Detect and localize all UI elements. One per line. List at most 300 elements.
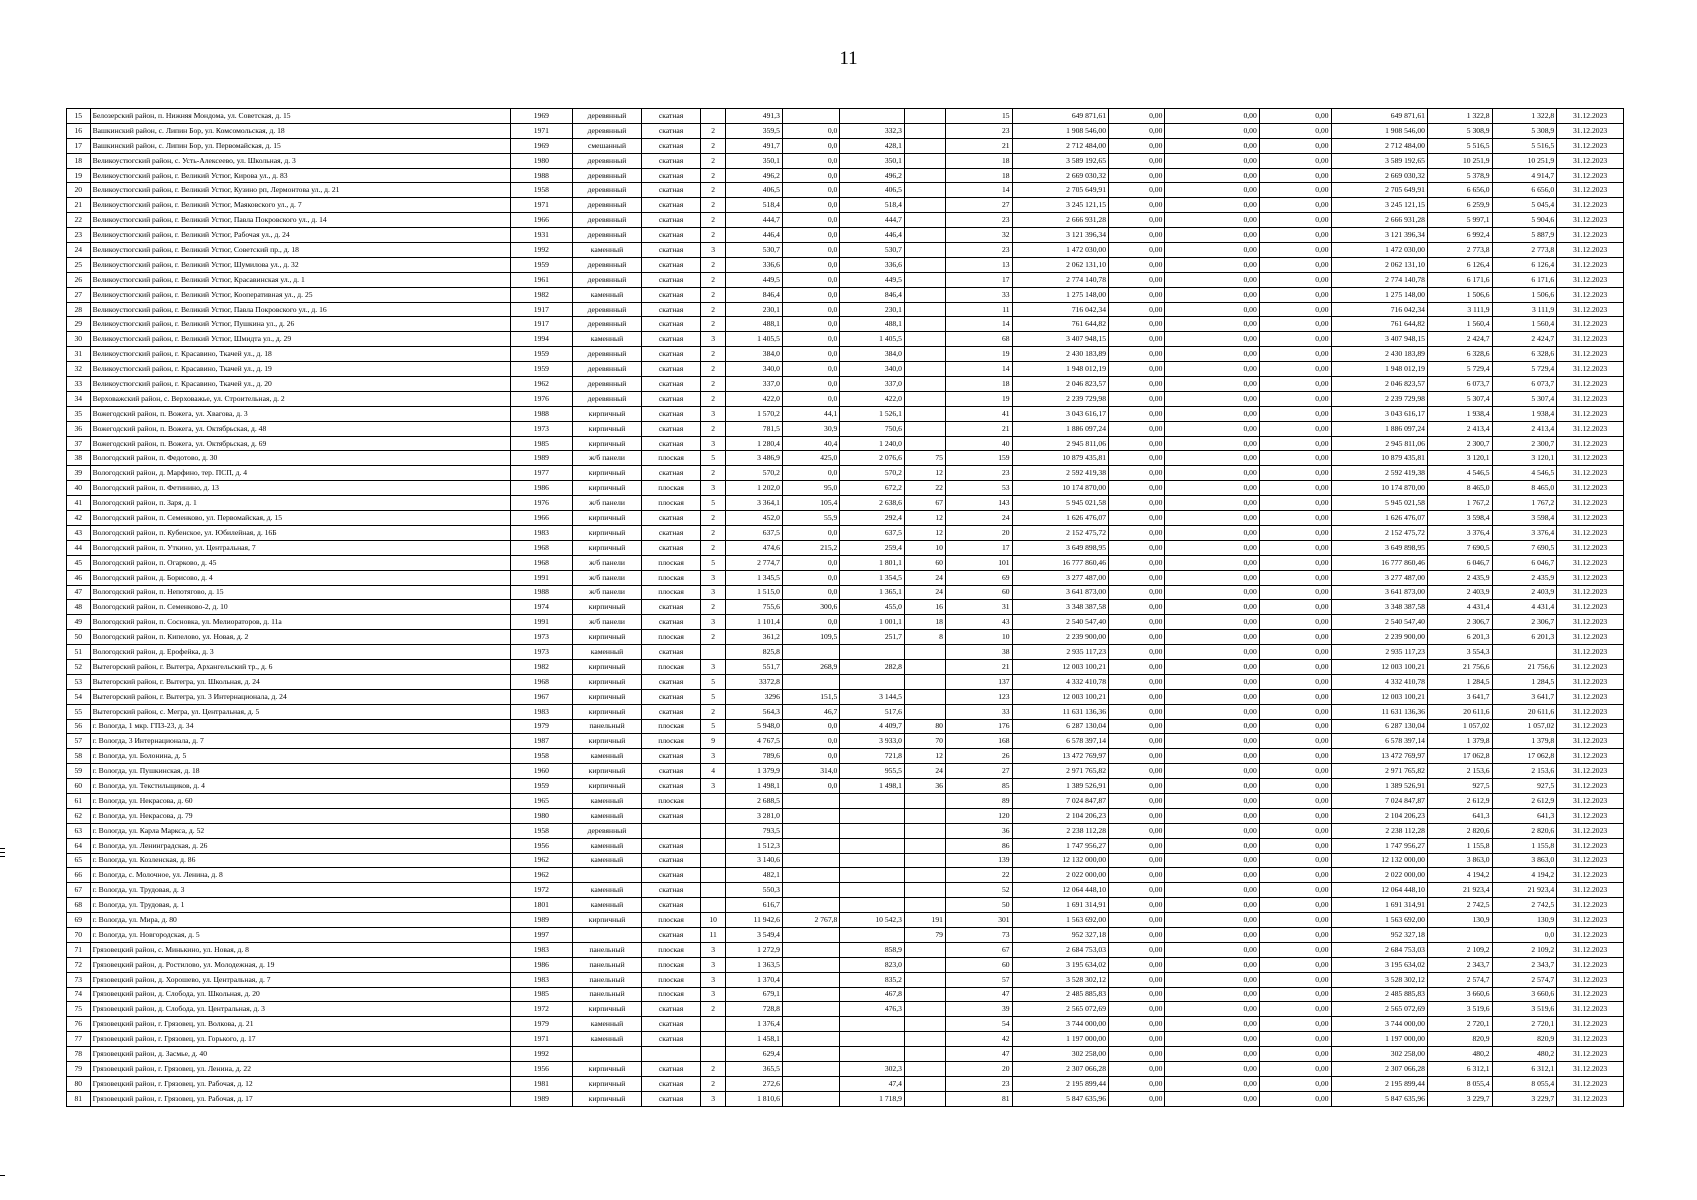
table-cell: 2 104 206,23 xyxy=(1331,808,1427,823)
table-cell: 3 348 387,58 xyxy=(1331,600,1427,615)
table-cell: кирпичный xyxy=(572,1062,642,1077)
table-cell: 31.12.2023 xyxy=(1557,123,1624,138)
table-cell: 27 xyxy=(945,764,1012,779)
table-cell: 1 886 097,24 xyxy=(1012,421,1108,436)
table-cell: 31.12.2023 xyxy=(1557,391,1624,406)
table-cell xyxy=(904,362,945,377)
table-cell: 302 258,00 xyxy=(1331,1047,1427,1062)
table-row xyxy=(67,645,1624,660)
table-cell: 0,00 xyxy=(1165,511,1259,526)
table-cell: 0,0 xyxy=(782,362,839,377)
table-cell: 0,00 xyxy=(1165,123,1259,138)
table-cell: скатная xyxy=(642,153,700,168)
table-cell: Вытегорский район, г. Вытегра, Архангельский тр., д. 6 xyxy=(90,659,511,674)
table-cell: 46,7 xyxy=(782,704,839,719)
table-cell: 1 560,4 xyxy=(1492,317,1557,332)
table-cell: 24 xyxy=(904,585,945,600)
table-cell: 2 720,1 xyxy=(1427,1017,1492,1032)
table-cell xyxy=(840,645,905,660)
table-cell: 6 287 130,04 xyxy=(1012,719,1108,734)
table-cell xyxy=(700,808,726,823)
table-cell: 301 xyxy=(945,913,1012,928)
table-cell: 300,6 xyxy=(782,600,839,615)
table-cell: деревянный xyxy=(572,302,642,317)
table-cell: 1 767,2 xyxy=(1492,496,1557,511)
table-cell: 5 997,1 xyxy=(1427,213,1492,228)
table-cell xyxy=(782,674,839,689)
table-cell: 0,0 xyxy=(782,138,839,153)
table-cell: 0,00 xyxy=(1165,525,1259,540)
table-cell: 0,00 xyxy=(1165,749,1259,764)
table-cell: плоская xyxy=(642,555,700,570)
table-cell: 0,00 xyxy=(1165,540,1259,555)
table-cell: 52 xyxy=(945,883,1012,898)
table-cell: каменный xyxy=(572,287,642,302)
table-cell: 1 747 956,27 xyxy=(1012,838,1108,853)
table-cell: деревянный xyxy=(572,228,642,243)
table-cell: 6 046,7 xyxy=(1427,555,1492,570)
table-cell xyxy=(904,808,945,823)
table-cell: 0,00 xyxy=(1109,183,1165,198)
table-cell: 2 xyxy=(700,317,726,332)
table-cell: Вологодский район, п. Семенково-2, д. 10 xyxy=(90,600,511,615)
table-cell: 2 435,9 xyxy=(1427,570,1492,585)
table-cell: 50 xyxy=(945,898,1012,913)
table-cell: 31.12.2023 xyxy=(1557,1002,1624,1017)
table-cell: скатная xyxy=(642,183,700,198)
table-cell: 2 xyxy=(700,704,726,719)
table-cell: 0,00 xyxy=(1259,525,1331,540)
table-cell: Вожегодский район, п. Вожега, ул. Хвагова, д. 3 xyxy=(90,406,511,421)
table-cell: плоская xyxy=(642,585,700,600)
table-cell: 0,00 xyxy=(1109,109,1165,124)
table-cell xyxy=(904,659,945,674)
table-cell: 15 xyxy=(67,109,91,124)
table-row xyxy=(67,1062,1624,1077)
table-cell xyxy=(840,793,905,808)
table-cell xyxy=(782,1076,839,1091)
table-cell: 0,00 xyxy=(1259,213,1331,228)
table-cell: 4 546,5 xyxy=(1427,466,1492,481)
table-cell: 2 669 030,32 xyxy=(1331,168,1427,183)
table-cell: деревянный xyxy=(572,213,642,228)
table-cell: 0,00 xyxy=(1259,347,1331,362)
table-cell: скатная xyxy=(642,257,700,272)
table-cell: 2 153,6 xyxy=(1492,764,1557,779)
table-cell: 3 376,4 xyxy=(1427,525,1492,540)
table-cell: 2 540 547,40 xyxy=(1331,615,1427,630)
table-cell: 0,00 xyxy=(1259,317,1331,332)
table-cell: 31.12.2023 xyxy=(1557,987,1624,1002)
table-cell: 2 238 112,28 xyxy=(1331,823,1427,838)
table-cell: 449,5 xyxy=(840,272,905,287)
table-cell: скатная xyxy=(642,1062,700,1077)
table-cell xyxy=(642,1047,700,1062)
table-cell: 30 xyxy=(67,332,91,347)
table-cell: 2 062 131,10 xyxy=(1331,257,1427,272)
table-cell: 1956 xyxy=(511,1062,573,1077)
table-cell: 4 332 410,78 xyxy=(1012,674,1108,689)
table-cell: 0,00 xyxy=(1259,704,1331,719)
table-cell: 0,00 xyxy=(1259,287,1331,302)
table-cell: 476,3 xyxy=(840,1002,905,1017)
table-cell: 1 284,5 xyxy=(1492,674,1557,689)
table-cell: 679,1 xyxy=(726,987,782,1002)
table-cell: 31.12.2023 xyxy=(1557,749,1624,764)
table-cell: 26 xyxy=(67,272,91,287)
table-cell: 0,00 xyxy=(1259,272,1331,287)
table-cell: 3 364,1 xyxy=(726,496,782,511)
table-cell: 1966 xyxy=(511,511,573,526)
table-cell xyxy=(904,674,945,689)
table-cell: 1 379,8 xyxy=(1427,734,1492,749)
table-cell: 1976 xyxy=(511,391,573,406)
table-cell: 74 xyxy=(67,987,91,1002)
table-cell: 444,7 xyxy=(726,213,782,228)
table-cell: 0,00 xyxy=(1259,585,1331,600)
table-cell: 2 424,7 xyxy=(1492,332,1557,347)
table-cell: 474,6 xyxy=(726,540,782,555)
table-row xyxy=(67,511,1624,526)
table-cell xyxy=(904,287,945,302)
table-cell: 1 379,8 xyxy=(1492,734,1557,749)
table-cell: 60 xyxy=(945,957,1012,972)
table-cell: 0,00 xyxy=(1259,451,1331,466)
table-cell: 2 109,2 xyxy=(1427,942,1492,957)
table-cell: 31.12.2023 xyxy=(1557,540,1624,555)
table-cell: 0,00 xyxy=(1109,645,1165,660)
table-cell: скатная xyxy=(642,287,700,302)
table-cell: 0,00 xyxy=(1109,853,1165,868)
table-cell: кирпичный xyxy=(572,1076,642,1091)
table-cell: 0,00 xyxy=(1109,1047,1165,1062)
table-cell: г. Вологда, ул. Пушкинская, д. 18 xyxy=(90,764,511,779)
table-cell: 3 xyxy=(700,570,726,585)
table-cell: 2 xyxy=(700,198,726,213)
table-cell: скатная xyxy=(642,1032,700,1047)
table-cell: 3 120,1 xyxy=(1492,451,1557,466)
table-cell: 649 871,61 xyxy=(1012,109,1108,124)
table-cell: 517,6 xyxy=(840,704,905,719)
table-cell: Великоустюгский район, с. Усть-Алексеево, ул. Школьная, д. 3 xyxy=(90,153,511,168)
table-cell: 2 343,7 xyxy=(1427,957,1492,972)
table-cell: 406,5 xyxy=(726,183,782,198)
table-cell: 0,00 xyxy=(1259,987,1331,1002)
table-cell: кирпичный xyxy=(572,466,642,481)
table-cell: 1962 xyxy=(511,868,573,883)
table-cell: 17 062,8 xyxy=(1427,749,1492,764)
table-cell: 3 598,4 xyxy=(1492,511,1557,526)
table-cell xyxy=(904,957,945,972)
table-cell: 3 348 387,58 xyxy=(1012,600,1108,615)
table-cell: Великоустюгский район, г. Великий Устюг, Советский пр., д. 18 xyxy=(90,243,511,258)
table-cell: 0,00 xyxy=(1259,659,1331,674)
table-cell: 54 xyxy=(67,689,91,704)
table-cell: 8 465,0 xyxy=(1427,481,1492,496)
table-cell: Великоустюгский район, г. Великий Устюг, Пушкина ул., д. 26 xyxy=(90,317,511,332)
table-cell: 2 xyxy=(700,511,726,526)
table-cell: Грязовецкий район, г. Грязовец, ул. Рабочая, д. 17 xyxy=(90,1091,511,1106)
table-cell: 551,7 xyxy=(726,659,782,674)
table-cell: 6 992,4 xyxy=(1427,228,1492,243)
table-cell: 3 407 948,15 xyxy=(1012,332,1108,347)
table-row xyxy=(67,525,1624,540)
table-cell: 1 280,4 xyxy=(726,436,782,451)
table-cell: 13 472 769,97 xyxy=(1331,749,1427,764)
table-cell: 3 528 302,12 xyxy=(1331,972,1427,987)
table-cell: 0,00 xyxy=(1259,883,1331,898)
table-cell: 2 612,9 xyxy=(1427,793,1492,808)
table-cell: 5 847 635,96 xyxy=(1012,1091,1108,1106)
table-cell: каменный xyxy=(572,1017,642,1032)
table-cell: 2 424,7 xyxy=(1427,332,1492,347)
table-cell: 14 xyxy=(945,362,1012,377)
table-cell: Вожегодский район, п. Вожега, ул. Октябрьская, д. 69 xyxy=(90,436,511,451)
table-cell: 31.12.2023 xyxy=(1557,481,1624,496)
table-cell: 2 152 475,72 xyxy=(1012,525,1108,540)
table-cell: Великоустюгский район, г. Великий Устюг, Маяковского ул., д. 7 xyxy=(90,198,511,213)
table-row xyxy=(67,674,1624,689)
table-cell: 422,0 xyxy=(840,391,905,406)
table-cell: 2 046 823,57 xyxy=(1331,377,1427,392)
table-cell: 820,9 xyxy=(1427,1032,1492,1047)
table-cell: 5 847 635,96 xyxy=(1331,1091,1427,1106)
table-cell: скатная xyxy=(642,645,700,660)
table-row xyxy=(67,406,1624,421)
table-cell: 2 307 066,28 xyxy=(1012,1062,1108,1077)
table-cell: 0,00 xyxy=(1165,793,1259,808)
table-cell xyxy=(700,823,726,838)
table-row xyxy=(67,719,1624,734)
table-cell: 5 xyxy=(700,689,726,704)
table-cell xyxy=(782,1032,839,1047)
table-cell: 6 656,0 xyxy=(1427,183,1492,198)
table-cell: Грязовецкий район, д. Слобода, ул. Центральная, д. 3 xyxy=(90,1002,511,1017)
table-cell: 2 666 931,28 xyxy=(1012,213,1108,228)
table-cell: 0,00 xyxy=(1259,719,1331,734)
table-cell: 6 259,9 xyxy=(1427,198,1492,213)
table-cell: 31.12.2023 xyxy=(1557,243,1624,258)
table-cell: 0,00 xyxy=(1109,808,1165,823)
table-cell: 1962 xyxy=(511,377,573,392)
table-cell: кирпичный xyxy=(572,734,642,749)
table-cell: 0,00 xyxy=(1259,808,1331,823)
table-cell: 0,00 xyxy=(1259,838,1331,853)
table-cell: 1 370,4 xyxy=(726,972,782,987)
table-row xyxy=(67,585,1624,600)
table-cell: 340,0 xyxy=(726,362,782,377)
table-cell: 716 042,34 xyxy=(1012,302,1108,317)
table-cell: кирпичный xyxy=(572,689,642,704)
table-cell: 1 275 148,00 xyxy=(1012,287,1108,302)
table-cell xyxy=(904,1002,945,1017)
table-cell xyxy=(782,972,839,987)
table-cell: 2 307 066,28 xyxy=(1331,1062,1427,1077)
table-cell: 0,0 xyxy=(782,734,839,749)
table-cell: 109,5 xyxy=(782,630,839,645)
table-cell: 0,00 xyxy=(1109,1002,1165,1017)
table-cell: 0,00 xyxy=(1109,823,1165,838)
table-cell: г. Вологда, ул. Некрасова, д. 79 xyxy=(90,808,511,823)
table-cell: 716 042,34 xyxy=(1331,302,1427,317)
table-cell: 40,4 xyxy=(782,436,839,451)
table-cell: 365,5 xyxy=(726,1062,782,1077)
table-cell: Грязовецкий район, с. Минькино, ул. Новая, д. 8 xyxy=(90,942,511,957)
table-cell: 38 xyxy=(67,451,91,466)
table-cell: 53 xyxy=(945,481,1012,496)
table-cell: 58 xyxy=(67,749,91,764)
table-cell xyxy=(904,823,945,838)
table-cell: 6 328,6 xyxy=(1427,347,1492,362)
table-cell xyxy=(904,406,945,421)
table-cell: 1983 xyxy=(511,704,573,719)
table-cell: 31.12.2023 xyxy=(1557,793,1624,808)
table-cell: 2 xyxy=(700,525,726,540)
table-cell: 12 003 100,21 xyxy=(1012,689,1108,704)
table-cell: 0,00 xyxy=(1109,287,1165,302)
table-cell: 31.12.2023 xyxy=(1557,689,1624,704)
table-cell: Вологодский район, п. Федотово, д. 30 xyxy=(90,451,511,466)
table-row xyxy=(67,630,1624,645)
table-cell: 31.12.2023 xyxy=(1557,927,1624,942)
table-cell: 6 578 397,14 xyxy=(1331,734,1427,749)
table-cell: Вологодский район, п. Огарково, д. 45 xyxy=(90,555,511,570)
table-cell: кирпичный xyxy=(572,659,642,674)
table-cell: 1988 xyxy=(511,168,573,183)
table-cell: 2 xyxy=(700,183,726,198)
table-cell: 2 xyxy=(700,213,726,228)
table-cell: 3 111,9 xyxy=(1427,302,1492,317)
table-cell: деревянный xyxy=(572,109,642,124)
table-cell: 0,00 xyxy=(1109,927,1165,942)
table-cell: плоская xyxy=(642,451,700,466)
table-cell: 33 xyxy=(945,704,1012,719)
table-cell: 4 194,2 xyxy=(1492,868,1557,883)
table-cell: 130,9 xyxy=(1427,913,1492,928)
table-cell: 79 xyxy=(904,927,945,942)
table-cell: 39 xyxy=(67,466,91,481)
table-cell: 48 xyxy=(67,600,91,615)
table-cell: 55 xyxy=(67,704,91,719)
table-cell: 59 xyxy=(67,764,91,779)
table-cell: 1980 xyxy=(511,153,573,168)
table-cell: 846,4 xyxy=(840,287,905,302)
table-cell: 0,00 xyxy=(1165,1076,1259,1091)
table-cell: 0,00 xyxy=(1259,749,1331,764)
table-cell: 0,00 xyxy=(1109,883,1165,898)
table-cell: г. Вологда, ул. Новгородская, д. 5 xyxy=(90,927,511,942)
table-cell: 31.12.2023 xyxy=(1557,1062,1624,1077)
table-cell: 75 xyxy=(904,451,945,466)
table-cell: 21 923,4 xyxy=(1427,883,1492,898)
table-cell: 2 430 183,89 xyxy=(1012,347,1108,362)
table-cell: 0,00 xyxy=(1165,674,1259,689)
table-cell: 0,00 xyxy=(1109,1017,1165,1032)
table-cell: 40 xyxy=(67,481,91,496)
table-cell: 31.12.2023 xyxy=(1557,1017,1624,1032)
table-cell xyxy=(840,1047,905,1062)
table-cell: 21 756,6 xyxy=(1427,659,1492,674)
table-cell: 3 xyxy=(700,481,726,496)
table-cell: 6 126,4 xyxy=(1492,257,1557,272)
table-cell: 336,6 xyxy=(726,257,782,272)
table-cell: 1959 xyxy=(511,362,573,377)
table-cell: Вологодский район, п. Непотягово, д. 15 xyxy=(90,585,511,600)
table-cell: 12 132 000,00 xyxy=(1331,853,1427,868)
table-cell: плоская xyxy=(642,481,700,496)
table-cell: Великоустюгский район, г. Великий Устюг, Кооперативная ул., д. 25 xyxy=(90,287,511,302)
table-row xyxy=(67,123,1624,138)
table-cell: 0,00 xyxy=(1109,391,1165,406)
table-cell: 0,00 xyxy=(1165,391,1259,406)
table-cell: скатная xyxy=(642,674,700,689)
table-cell: 2 774 140,78 xyxy=(1012,272,1108,287)
table-cell: каменный xyxy=(572,808,642,823)
table-cell: скатная xyxy=(642,272,700,287)
table-cell: 336,6 xyxy=(840,257,905,272)
table-cell: 518,4 xyxy=(726,198,782,213)
table-cell: 0,00 xyxy=(1259,927,1331,942)
table-cell xyxy=(904,1032,945,1047)
table-cell: Вологодский район, д. Борисово, д. 4 xyxy=(90,570,511,585)
table-row xyxy=(67,377,1624,392)
table-cell: 0,00 xyxy=(1109,600,1165,615)
table-cell: 1971 xyxy=(511,1032,573,1047)
table-cell: 0,00 xyxy=(1259,138,1331,153)
table-cell: 2 xyxy=(700,630,726,645)
table-cell: 10 xyxy=(945,630,1012,645)
table-cell: деревянный xyxy=(572,317,642,332)
table-cell: 0,00 xyxy=(1109,436,1165,451)
table-cell: плоская xyxy=(642,570,700,585)
table-cell: 2 773,8 xyxy=(1427,243,1492,258)
table-cell: 0,00 xyxy=(1109,1032,1165,1047)
table-cell: 0,00 xyxy=(1165,853,1259,868)
table-cell: 488,1 xyxy=(840,317,905,332)
table-cell: 2 xyxy=(700,138,726,153)
table-cell: 14 xyxy=(945,317,1012,332)
table-row xyxy=(67,198,1624,213)
table-cell: ж/б панели xyxy=(572,451,642,466)
table-cell: 0,00 xyxy=(1109,213,1165,228)
table-cell: 70 xyxy=(904,734,945,749)
table-cell: 0,00 xyxy=(1109,466,1165,481)
table-cell: 1 376,4 xyxy=(726,1017,782,1032)
table-cell: 19 xyxy=(945,347,1012,362)
table-cell: 3 549,4 xyxy=(726,927,782,942)
table-cell: деревянный xyxy=(572,377,642,392)
table-cell: 61 xyxy=(67,793,91,808)
table-cell: плоская xyxy=(642,793,700,808)
table-cell: 78 xyxy=(67,1047,91,1062)
table-row xyxy=(67,347,1624,362)
table-cell: 0,00 xyxy=(1165,302,1259,317)
table-cell: 5 xyxy=(700,451,726,466)
table-cell: 6 312,1 xyxy=(1492,1062,1557,1077)
table-cell: 54 xyxy=(945,1017,1012,1032)
table-cell: 3 744 000,00 xyxy=(1012,1017,1108,1032)
table-row xyxy=(67,1076,1624,1091)
table-cell: 12 003 100,21 xyxy=(1331,659,1427,674)
table-cell: 0,00 xyxy=(1259,406,1331,421)
table-cell: г. Вологда, ул. Болонина, д. 5 xyxy=(90,749,511,764)
table-cell: 0,0 xyxy=(782,570,839,585)
table-cell: 0,00 xyxy=(1165,272,1259,287)
table-cell: 5 945 021,58 xyxy=(1331,496,1427,511)
table-cell: 637,5 xyxy=(840,525,905,540)
table-cell: 0,00 xyxy=(1109,764,1165,779)
table-cell: 2 540 547,40 xyxy=(1012,615,1108,630)
